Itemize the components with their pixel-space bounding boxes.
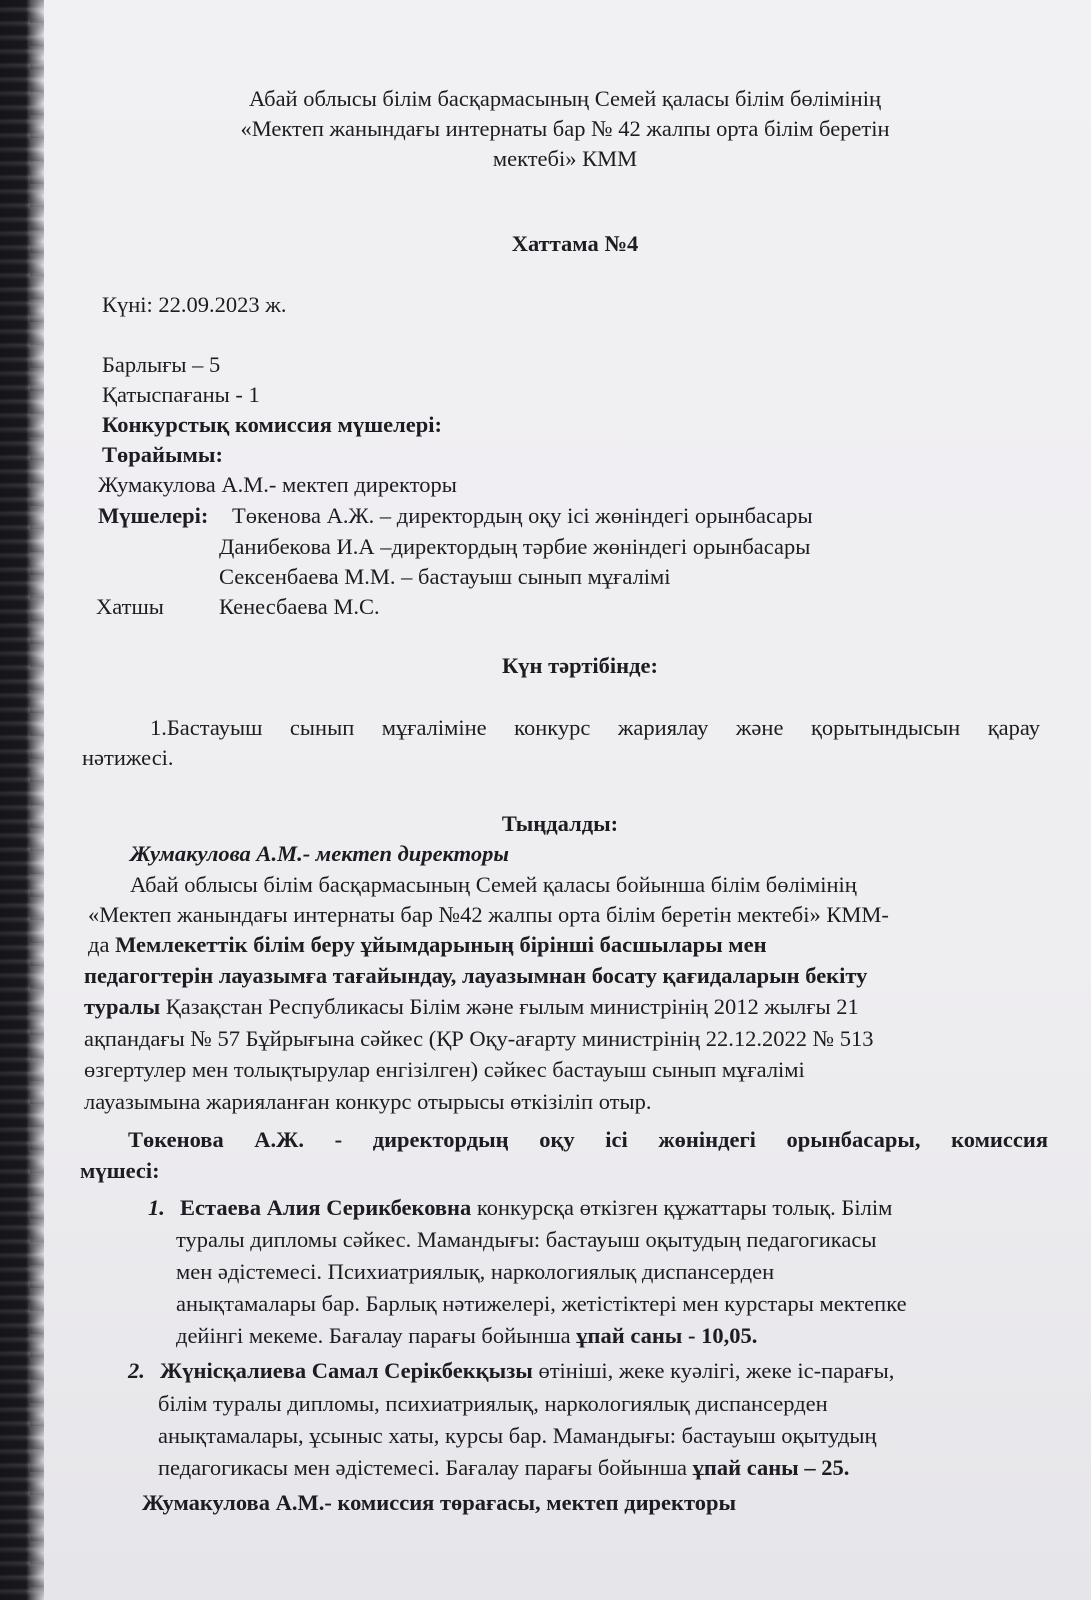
heard-text-3a: да <box>88 932 116 957</box>
candidate-1-line-5 <box>176 1321 757 1351</box>
candidate-1-number: 1. <box>148 1195 165 1220</box>
candidate-2-line-2: білім туралы дипломы, психиатриялық, наркологиялық диспансерден <box>158 1391 828 1416</box>
report-speaker-line-2: мүшесі: <box>80 1158 160 1183</box>
chair-name: Жумакулова А.М.- мектеп директоры <box>98 472 457 497</box>
heard-text-7: өзгертулер мен толықтырулар енгізілген) сәйкес бастауыш сынып мұғалімі <box>84 1057 805 1082</box>
candidate-2-text-1: өтініші, жеке куәлігі, жеке іс-парағы, <box>532 1358 895 1383</box>
attendance-absent: Қатыспағаны - 1 <box>102 382 260 407</box>
secretary-label: Хатшы <box>96 594 164 619</box>
candidate-1-score: ұпай саны - 10,05. <box>576 1323 758 1348</box>
heard-text-5b: Қазақстан Республикасы Білім және ғылым министрінің 2012 жылғы 21 <box>160 994 859 1019</box>
candidate-2-line-4 <box>158 1453 849 1483</box>
member-3: Сексенбаева М.М. – бастауыш сынып мұғалімі <box>219 564 671 589</box>
members-label: Мүшелері: <box>98 503 209 528</box>
candidate-1-text-1: конкурсқа өткізген құжаттары толық. Білім <box>471 1195 893 1220</box>
heard-heading: Тыңдалды: <box>501 811 619 836</box>
report-speaker-line-1: Төкенова А.Ж. - директордың оқу ісі жөніндегі орынбасары, комиссия <box>128 1127 1048 1152</box>
heard-text-6: ақпандағы № 57 Бұйрығына сәйкес (ҚР Оқу-ағарту министрінің 22.12.2022 № 513 <box>84 1026 874 1051</box>
closing-speaker: Жумакулова А.М.- комиссия төрағасы, мектеп директоры <box>142 1490 737 1515</box>
date-line: Күні: 22.09.2023 ж. <box>102 292 287 317</box>
header-line-2: «Мектеп жанындағы интернаты бар № 42 жалпы орта білім беретін <box>240 116 890 141</box>
candidate-1-text-5: дейінгі мекеме. Бағалау парағы бойынша <box>176 1323 577 1348</box>
candidate-2-score: ұпай саны – 25. <box>692 1455 850 1480</box>
candidate-1-line-3: мен әдістемесі. Психиатриялық, наркологиялық диспансерден <box>176 1259 775 1284</box>
header-line-1: Абай облысы білім басқармасының Семей қаласы білім бөлімінің <box>249 86 881 111</box>
heard-text-5a: туралы <box>84 994 161 1019</box>
heard-text-8: лауазымына жарияланған конкурс отырысы өткізіліп отыр. <box>84 1089 652 1114</box>
heard-text-4: педагогтерін лауазымға тағайындау, лауазымнан босату қағидаларын бекіту <box>84 963 868 988</box>
heard-speaker: Жумакулова А.М.- мектеп директоры <box>130 841 509 866</box>
heard-text-3 <box>88 930 767 960</box>
candidate-2-name: Жүнісқалиева Самал Серікбекқызы <box>160 1358 533 1383</box>
candidate-2-number: 2. <box>128 1358 145 1383</box>
header-line-3: мектебі» КММ <box>492 146 638 171</box>
secretary-name: Кенесбаева М.С. <box>219 594 380 619</box>
candidate-1-line-1 <box>180 1193 892 1223</box>
scan-shadow-stripe <box>30 0 44 1600</box>
heard-text-5 <box>84 992 859 1022</box>
document-title: Хаттама №4 <box>511 231 639 256</box>
heard-text-2: «Мектеп жанындағы интернаты бар №42 жалпы орта білім беретін мектебі» КММ- <box>88 902 889 927</box>
member-2: Данибекова И.А –директордың тәрбие жөніндегі орынбасары <box>219 534 811 559</box>
heard-text-1: Абай облысы білім басқармасының Семей қаласы бойынша білім бөлімінің <box>130 872 857 897</box>
candidate-1-line-4: анықтамалары бар. Барлық нәтижелері, жетістіктері мен курстары мектепке <box>176 1291 907 1316</box>
attendance-total: Барлығы – 5 <box>102 352 221 377</box>
member-1: Төкенова А.Ж. – директордың оқу ісі жөніндегі орынбасары <box>232 503 813 528</box>
agenda-item-line-1: 1.Бастауыш сынып мұғаліміне конкурс жариялау және қорытындысын қарау <box>150 715 1040 740</box>
chair-label: Төрайымы: <box>102 442 223 467</box>
candidate-1-name: Естаева Алия Серикбековна <box>180 1195 472 1220</box>
heard-text-3b: Мемлекеттік білім беру ұйымдарының бірінші басшылары мен <box>115 932 767 957</box>
agenda-item-line-2: нәтижесі. <box>82 745 174 770</box>
candidate-2-line-1 <box>160 1356 894 1386</box>
candidate-1-line-2: туралы дипломы сәйкес. Мамандығы: бастауыш оқытудың педагогикасы <box>176 1227 877 1252</box>
commission-heading: Конкурстық комиссия мүшелері: <box>102 412 442 437</box>
agenda-heading: Күн тәртібінде: <box>501 653 659 678</box>
candidate-2-text-4: педагогикасы мен әдістемесі. Бағалау парағы бойынша <box>158 1455 693 1480</box>
candidate-2-line-3: анықтамалары, ұсыныс хаты, курсы бар. Мамандығы: бастауыш оқытудың <box>158 1423 877 1448</box>
